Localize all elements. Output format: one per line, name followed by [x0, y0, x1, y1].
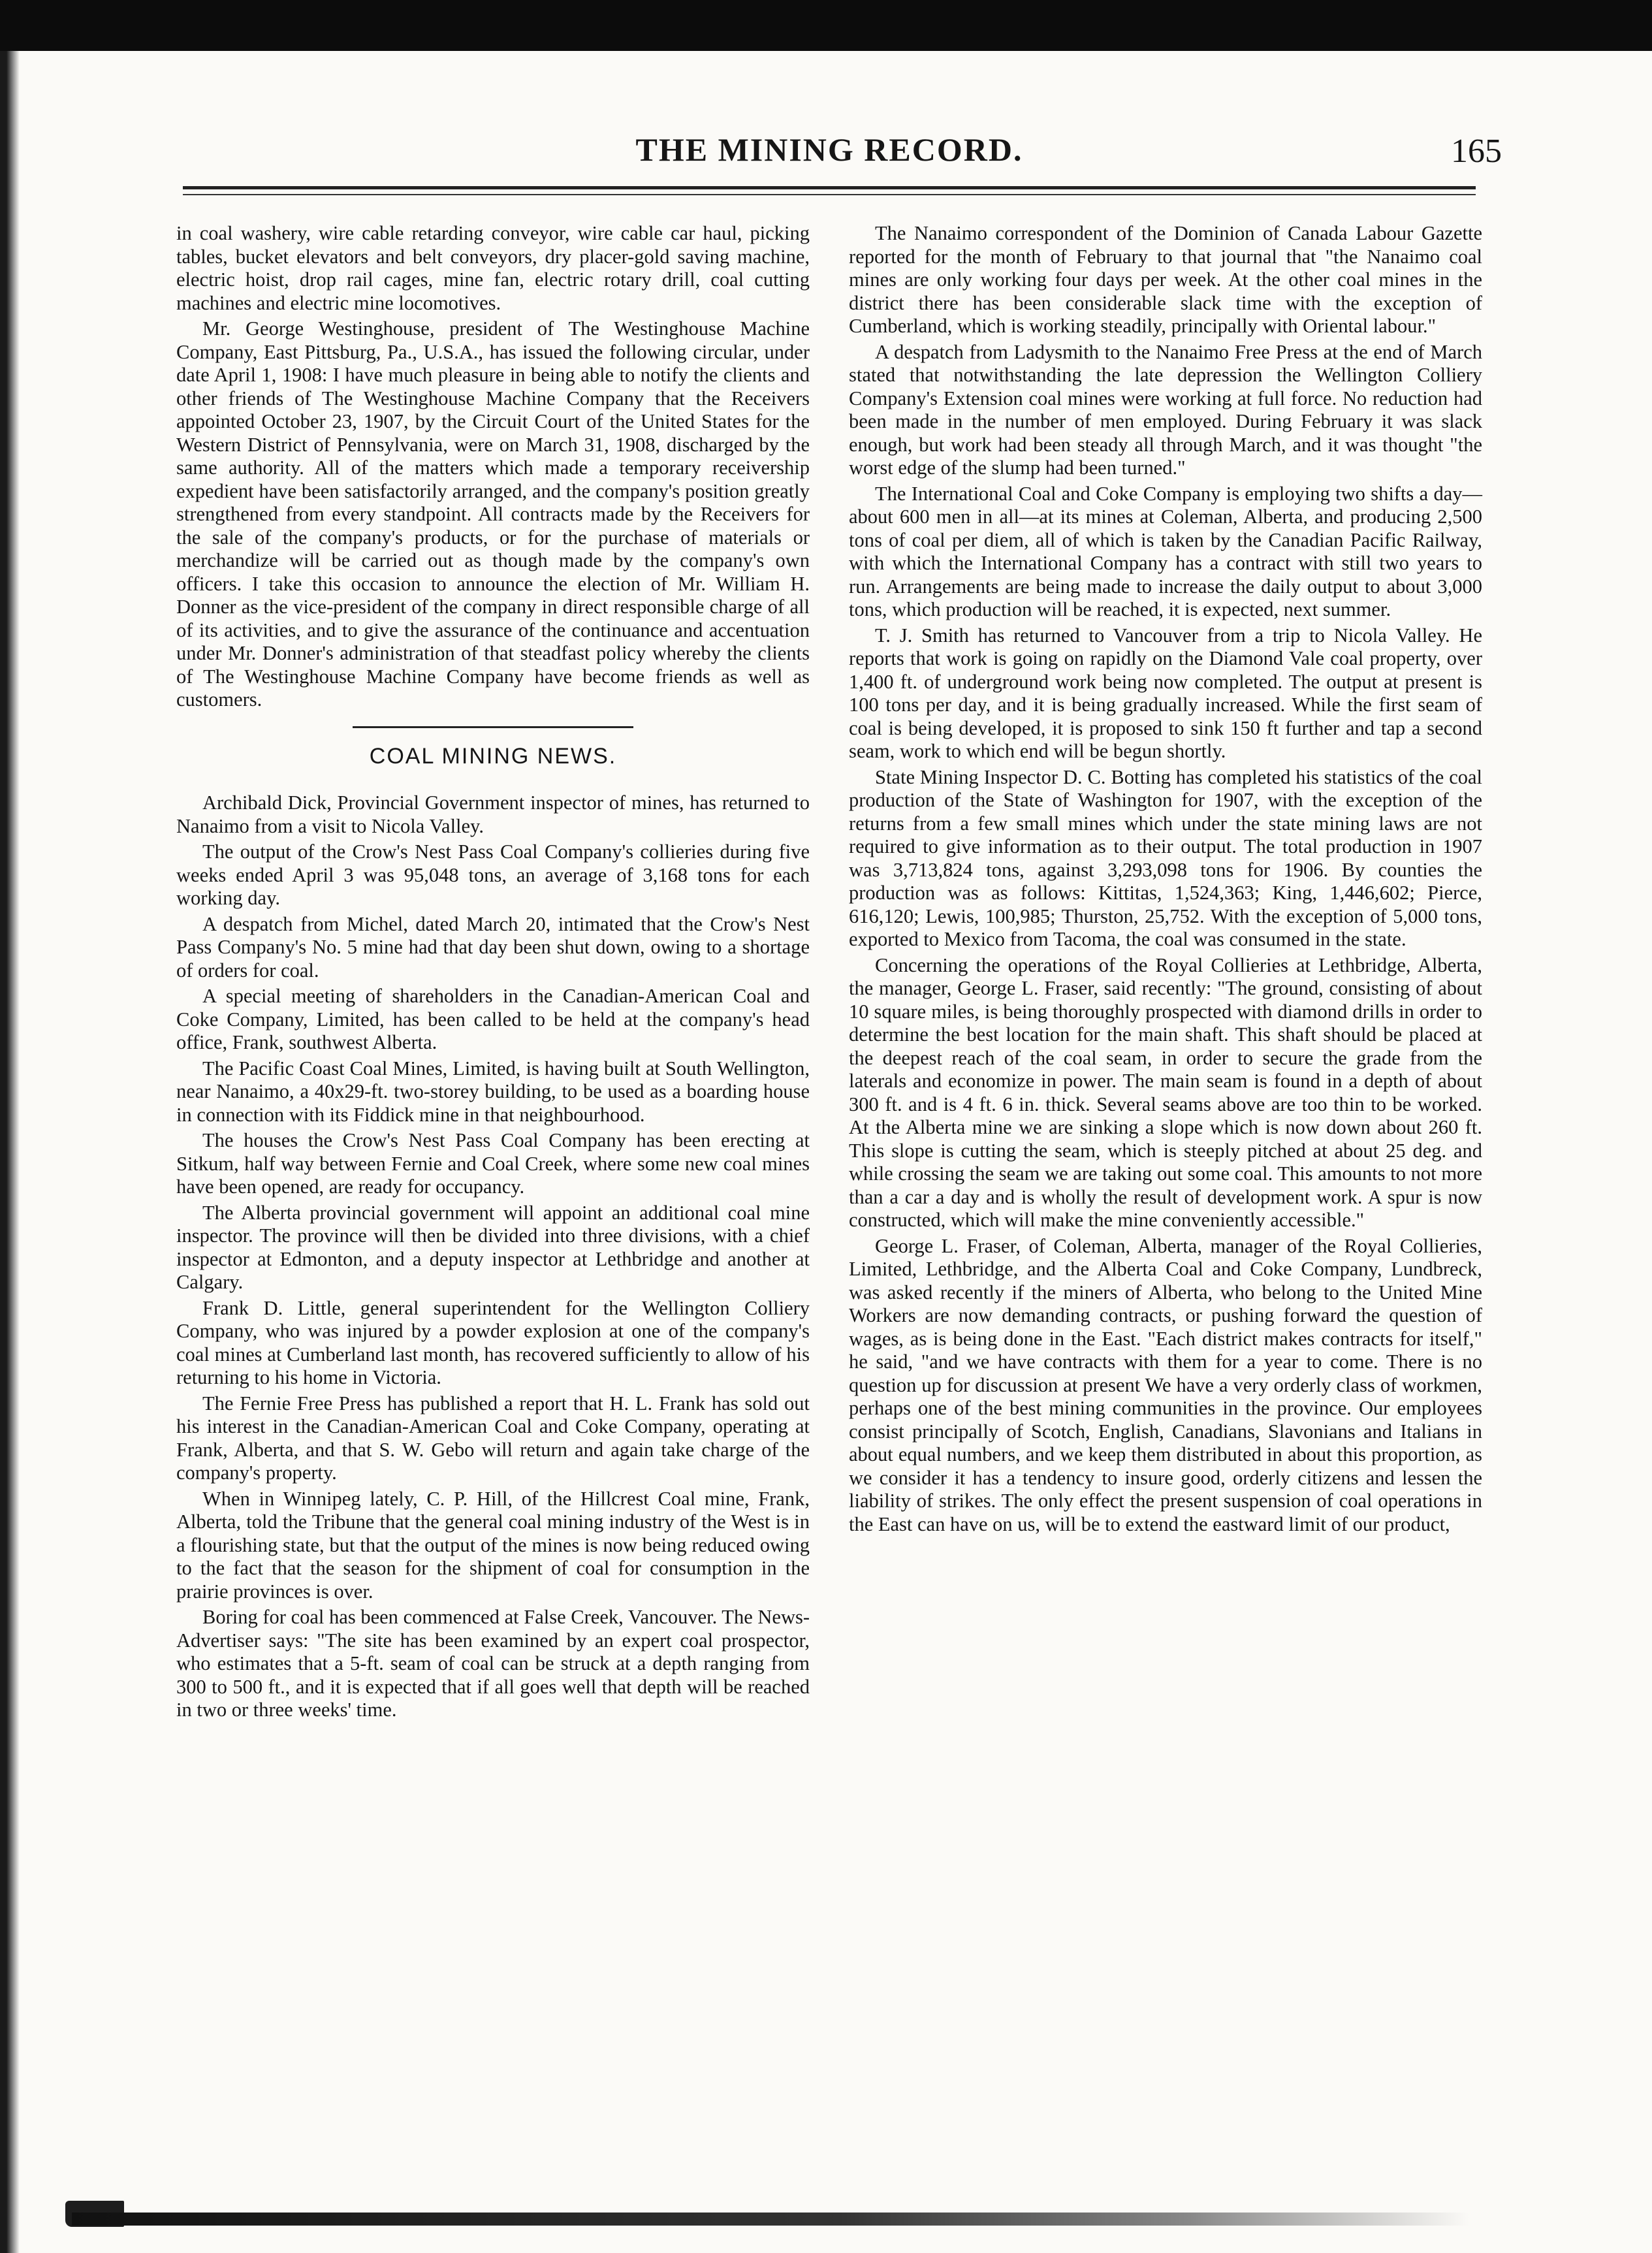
article-paragraph: in coal washery, wire cable retarding conveyor, wire cable car haul, picking tables, bucket elevators and belt conveyors, dry placer-gold saving machine, electric hoist, drop rail cages, mine fan, electric rotary drill, coal cutting machines and electric mine locomotives.	[176, 222, 810, 314]
news-item: Archibald Dick, Provincial Government inspector of mines, has returned to Nanaimo from a visit to Nicola Valley.	[176, 791, 810, 837]
header-rule-thick	[183, 186, 1476, 189]
news-item: State Mining Inspector D. C. Botting has completed his statistics of the coal production of the State of Washington for 1907, with the exception of the returns from a few small mines which under the state mining laws are not required to give information as to their output. The total production in 1907 was 3,713,824 tons, against 3,293,098 tons for 1906. By counties the production was as follows: Kittitas, 1,524,363; King, 1,446,602; Pierce, 616,120; Lewis, 100,985; Thurston, 25,752. With the exception of 5,000 tons, exported to Mexico from Tacoma, the coal was consumed in the state.	[849, 765, 1482, 950]
running-header	[157, 131, 1502, 183]
news-item: George L. Fraser, of Coleman, Alberta, manager of the Royal Collieries, Limited, Lethbridge, and the Alberta Coal and Coke Company, Lundbreck, was asked recently if the miners of Alberta, who belong to the United Mine Workers are now demanding contracts, or pushing forward the question of wages, as is being done in the East. "Each district makes contracts for itself," he said, "and we have contracts with them for a year to come. There is no question up for discussion at present We have a very orderly class of workmen, perhaps one of the best mining communities in the province. Our employees consist principally of Scotch, English, Canadians, Slavonians and Italians in about equal numbers, and we keep them distributed in about this proportion, as we consider it has a tendency to insure good, orderly citizens and lessen the liability of strikes. The only effect the present suspension of coal operations in the East can have on us, will be to extend the eastward limit of our product,	[849, 1234, 1482, 1535]
article-paragraph: Mr. George Westinghouse, president of The Westinghouse Machine Company, East Pittsburg, Pa., U.S.A., has issued the following circular, under date April 1, 1908: I have much pleasure in being able to notify the clients and other friends of The Westinghouse Machine Company that the Receivers appointed October 23, 1907, by the Circuit Court of the United States for the Western District of Pennsylvania, were on March 31, 1908, discharged by the same authority. All of the matters which made a temporary receivership expedient have been satisfactorily arranged, and the company's position greatly strengthened from every standpoint. All contracts made by the Receivers for the sale of the company's products, or for the purchase of materials or merchandize will be carried out as though made by the company's own officers. I take this occasion to announce the election of Mr. William H. Donner as the vice-president of the company in direct responsible charge of all of its activities, and to give the assurance of the continuance and accentuation under Mr. Donner's administration of that steadfast policy whereby the clients of The Westinghouse Machine Company have become friends as well as customers.	[176, 317, 810, 711]
news-item: Concerning the operations of the Royal Collieries at Lethbridge, Alberta, the manager, George L. Fraser, said recently: "The ground, consisting of about 10 square miles, is being thoroughly prospected with diamond drills in order to determine the best location for the main shaft. This shaft should be placed at the deepest reach of the coal seam, in order to secure the grade from the laterals and economize in power. The main seam is found in a depth of about 300 ft. and is 4 ft. 6 in. thick. Several seams above are too thin to be worked. At the Alberta mine we are sinking a slope which is now down about 260 ft. This slope is cutting the seam, which is steeply pitched at about 25 deg. and while crossing the seam we are taking out some coal. This amounts to not more than a car a day and is wholly the result of development work. A spur is now constructed, which will make the mine conveniently accessible."	[849, 953, 1482, 1231]
news-item: The Alberta provincial government will appoint an additional coal mine inspector. The province will then be divided into three divisions, with a chief inspector at Edmonton, and a deputy inspector at Lethbridge and another at Calgary.	[176, 1201, 810, 1293]
news-item: Boring for coal has been commenced at False Creek, Vancouver. The News-Advertiser says: "The site has been examined by an expert coal prospector, who estimates that a 5-ft. seam of coal can be struck at a depth ranging from 300 to 500 ft., and it is expected that if all goes well that depth will be reached in two or three weeks' time.	[176, 1606, 810, 1721]
news-item: The houses the Crow's Nest Pass Coal Company has been erecting at Sitkum, half way between Fernie and Coal Creek, where some new coal mines have been opened, are ready for occupancy.	[176, 1129, 810, 1198]
news-item: The Fernie Free Press has published a report that H. L. Frank has sold out his interest in the Canadian-American Coal and Coke Company, operating at Frank, Alberta, and that S. W. Gebo will return and again take charge of the company's property.	[176, 1392, 810, 1484]
news-item: A despatch from Michel, dated March 20, intimated that the Crow's Nest Pass Company's No. 5 mine had that day been shut down, owing to a shortage of orders for coal.	[176, 912, 810, 982]
news-item: The output of the Crow's Nest Pass Coal Company's collieries during five weeks ended April 3 was 95,048 tons, an average of 3,168 tons for each working day.	[176, 840, 810, 909]
news-item: A despatch from Ladysmith to the Nanaimo Free Press at the end of March stated that notwithstanding the late depression the Wellington Colliery Company's Extension coal mines were working at full force. No reduction had been made in the number of men employed. During February it was slack enough, but work had been steady all through March, and it was thought "the worst edge of the slump had been turned."	[849, 340, 1482, 479]
news-item: When in Winnipeg lately, C. P. Hill, of the Hillcrest Coal mine, Frank, Alberta, told the Tribune that the general coal mining industry of the West is in a flourishing state, but that the output of the mines is now being reduced owing to the fact that the season for the shipment of coal for consumption in the prairie provinces is over.	[176, 1487, 810, 1603]
page-number: 165	[1451, 133, 1502, 170]
header-rule-thin	[183, 194, 1476, 195]
section-divider	[353, 726, 633, 728]
scan-bottom-border	[72, 2213, 1469, 2226]
news-item: T. J. Smith has returned to Vancouver from a trip to Nicola Valley. He reports that work is going on rapidly on the Diamond Vale coal property, over 1,400 ft. of underground work being now completed. The output at present is 100 tons per day, and it is being gradually increased. While the first seam of coal is being developed, it is proposed to sink 150 ft further and tap a second seam, work to which end will be begun shortly.	[849, 624, 1482, 762]
journal-title: THE MINING RECORD.	[635, 131, 1023, 168]
news-item: The Nanaimo correspondent of the Dominion of Canada Labour Gazette reported for the month of February to that journal that "the Nanaimo coal mines are only working four days per week. At the other coal mines in the district there has been considerable slack time with the exception of Cumberland, which is working steadily, principally with Oriental labour."	[849, 222, 1482, 337]
right-column	[849, 222, 1482, 1539]
news-item: Frank D. Little, general superintendent for the Wellington Colliery Company, who was injured by a powder explosion at one of the company's coal mines at Cumberland last month, has recovered sufficiently to allow of his returning to his home in Victoria.	[176, 1296, 810, 1388]
scan-top-border	[0, 0, 1652, 51]
news-item: The Pacific Coast Coal Mines, Limited, is having built at South Wellington, near Nanaimo, a 40x29-ft. two-storey building, to be used as a boarding house in connection with its Fiddick mine in that neighbourhood.	[176, 1057, 810, 1126]
news-item: A special meeting of shareholders in the Canadian-American Coal and Coke Company, Limited, has been called to be held at the company's head office, Frank, southwest Alberta.	[176, 985, 810, 1053]
scan-left-edge	[0, 51, 20, 2253]
section-heading: COAL MINING NEWS.	[369, 743, 617, 769]
news-item: The International Coal and Coke Company is employing two shifts a day—about 600 men in all—at its mines at Coleman, Alberta, and producing 2,500 tons of coal per diem, all of which is taken by the Canadian Pacific Railway, with which the International Company has a contract with still two years to run. Arrangements are being made to increase the daily output to about 3,000 tons, which production will be reached, it is expected, next summer.	[849, 482, 1482, 620]
left-column	[176, 222, 810, 1725]
